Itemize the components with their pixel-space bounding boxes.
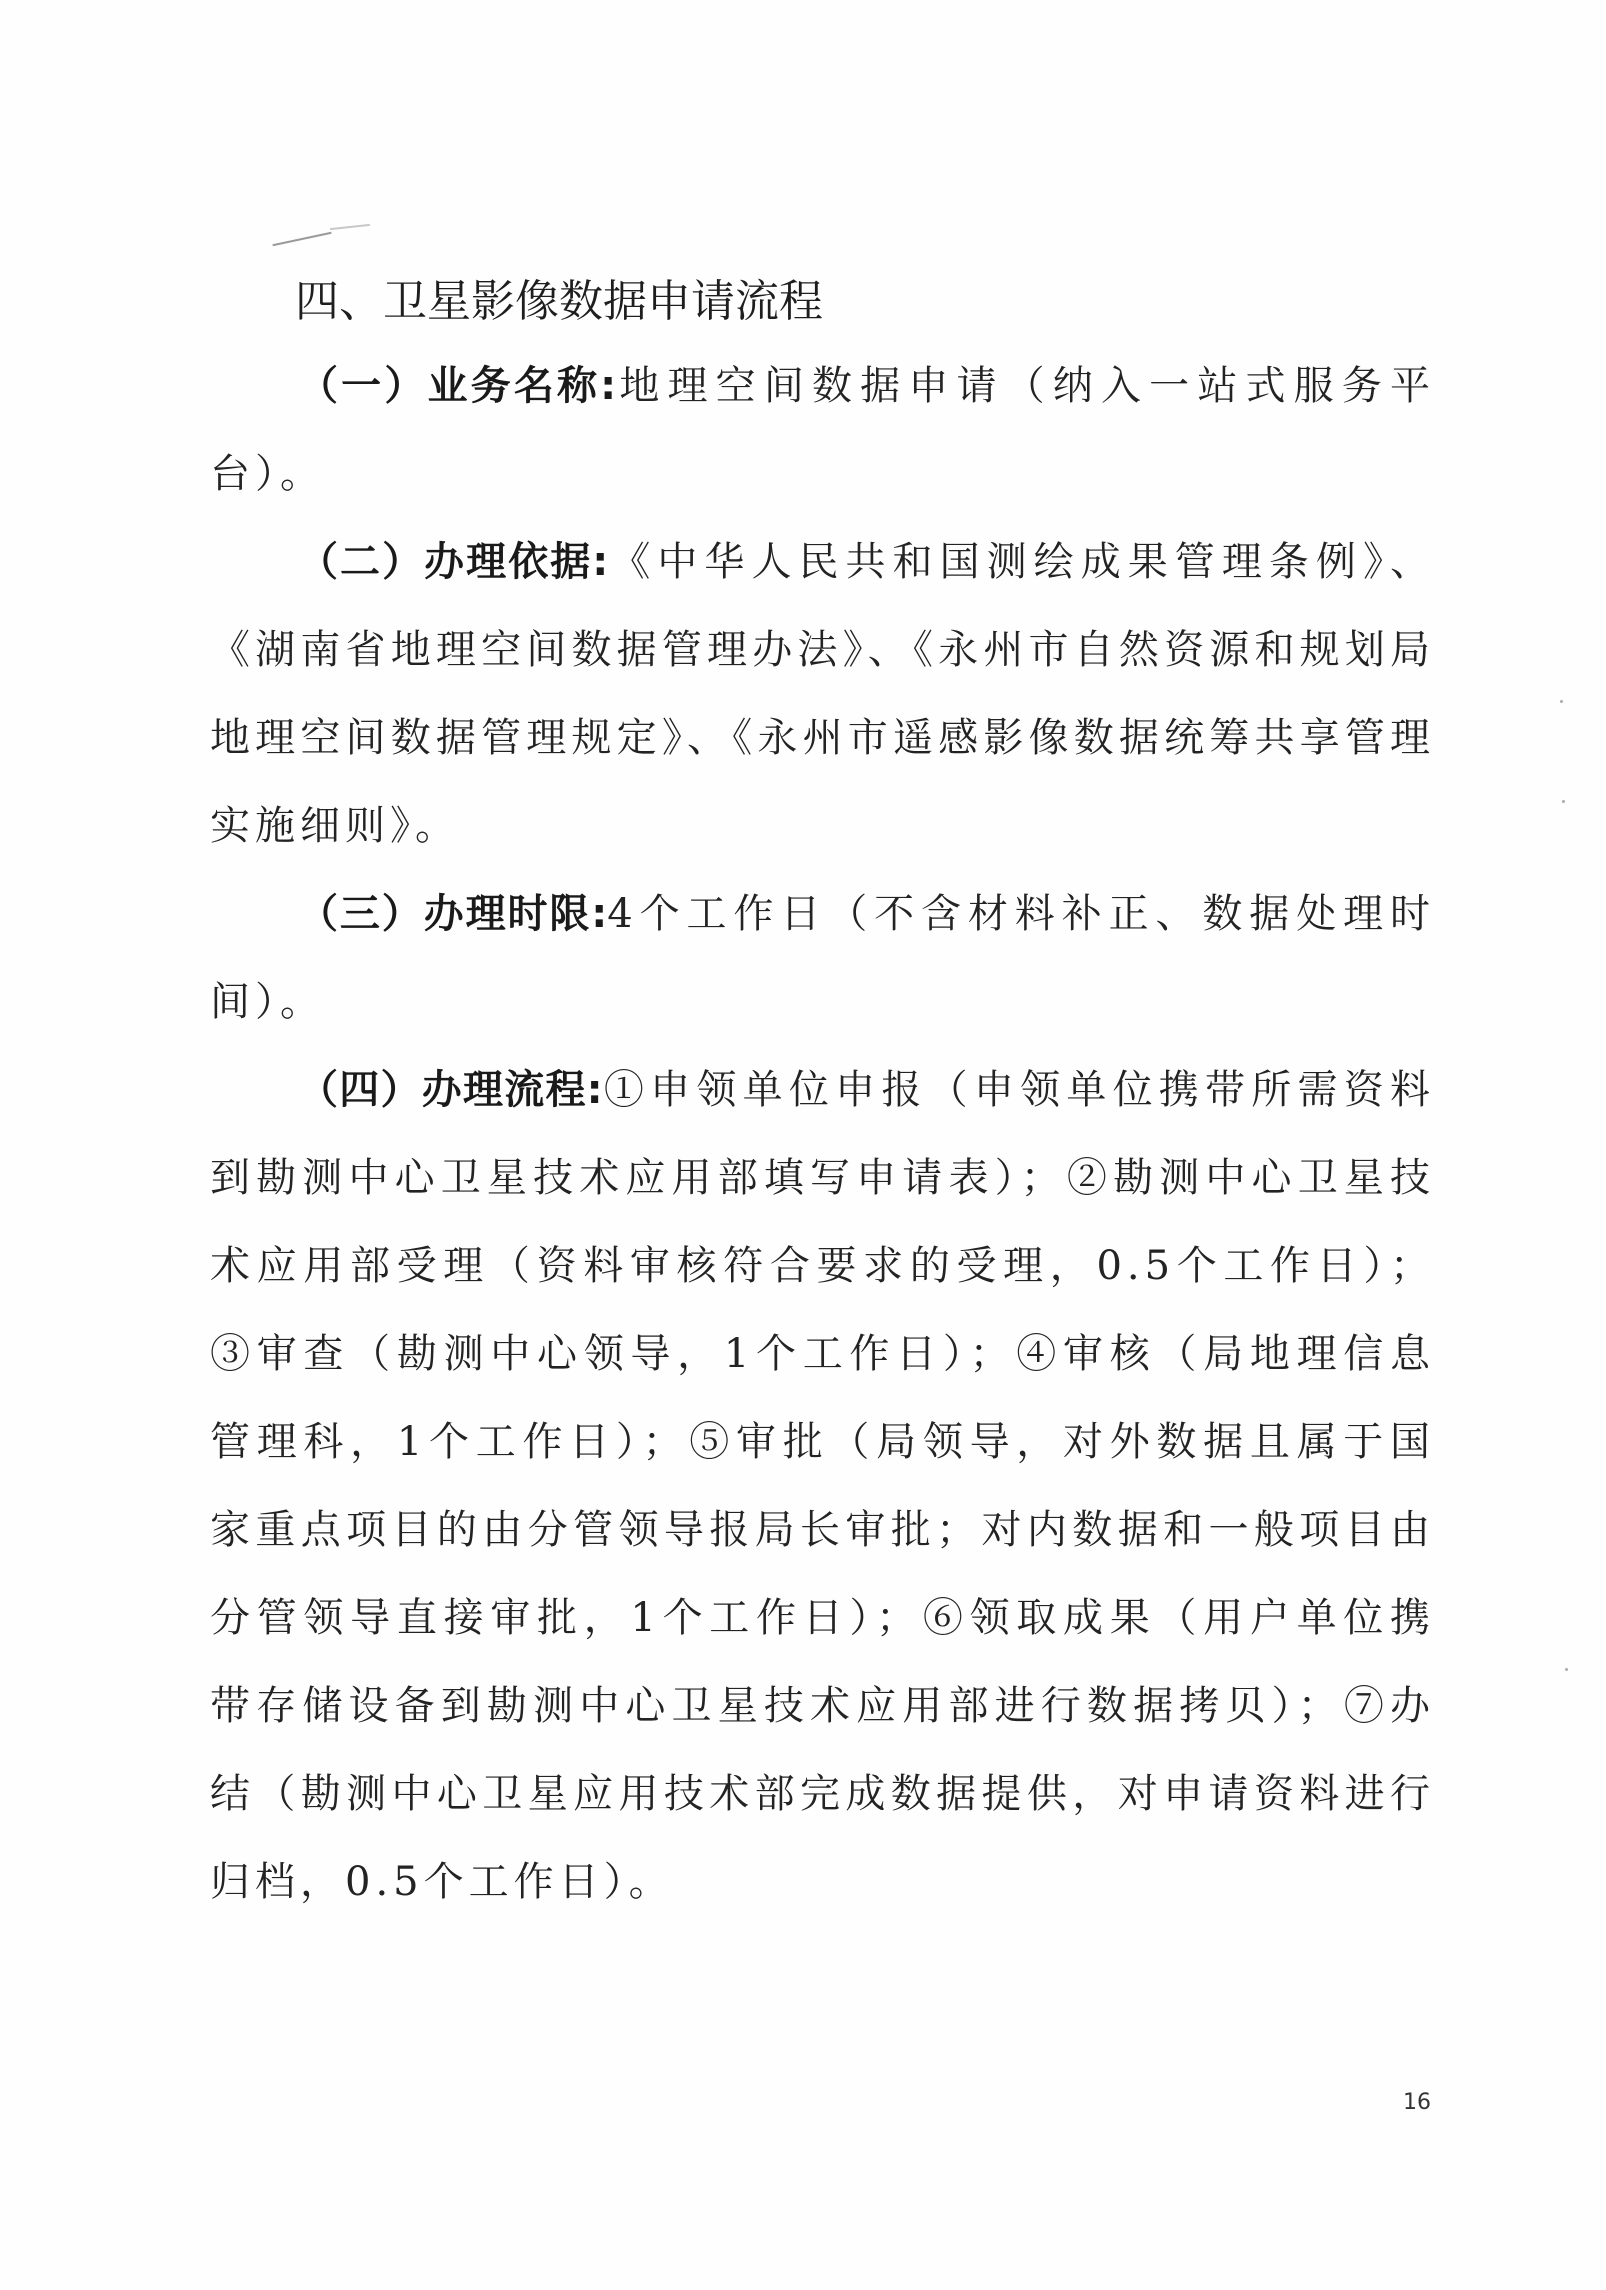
- paragraph-label: （二）办理依据:: [298, 539, 609, 585]
- section-heading: 四、卫星影像数据申请流程: [295, 276, 823, 327]
- paragraph-text: 《中华人民共和国测绘成果管理条例》、《湖南省地理空间数据管理办法》、《永州市自然资源和规划局地理空间数据管理规定》、《永州市遥感影像数据统筹共享管理实施细则》。: [210, 539, 1436, 849]
- paragraph-business-name: [210, 342, 1435, 518]
- paragraph-text: 地理空间数据申请（纳入一站式服务平台）。: [210, 363, 1436, 497]
- page-number: 16: [1403, 2090, 1431, 2115]
- paragraph-label: （一）业务名称:: [298, 363, 617, 409]
- paragraph-text: ①申领单位申报（申领单位携带所需资料到勘测中心卫星技术应用部填写申请表）；②勘测中心卫星技术应用部受理（资料审核符合要求的受理，0.5个工作日）；③审查（勘测中心领导，1个工作日）；④审核（局地理信息管理科，1个工作日）；⑤审批（局领导，对外数据且属于国家重点项目的由分管领导报局长审批；对内数据和一般项目由分管领导直接审批，1个工作日）；⑥领取成果（用户单位携带存储设备到勘测中心卫星技术应用部进行数据拷贝）；⑦办结（勘测中心卫星应用技术部完成数据提供，对申请资料进行归档，0.5个工作日）。: [210, 1067, 1436, 1905]
- paragraph-label: （三）办理时限:: [298, 891, 608, 937]
- scan-dot: [1562, 800, 1565, 803]
- paragraph-legal-basis: [210, 518, 1435, 870]
- paragraph-time-limit: [210, 870, 1435, 1046]
- scan-dot: [1565, 1668, 1568, 1671]
- document-body: [210, 262, 1435, 1926]
- scan-dot: [1560, 700, 1563, 703]
- paragraph-text: 4个工作日（不含材料补正、数据处理时间）。: [210, 891, 1435, 1025]
- paragraph-label: （四）办理流程:: [298, 1067, 603, 1113]
- scan-mark: [330, 224, 370, 230]
- scan-mark: [272, 232, 331, 246]
- paragraph-procedure: [210, 1046, 1435, 1926]
